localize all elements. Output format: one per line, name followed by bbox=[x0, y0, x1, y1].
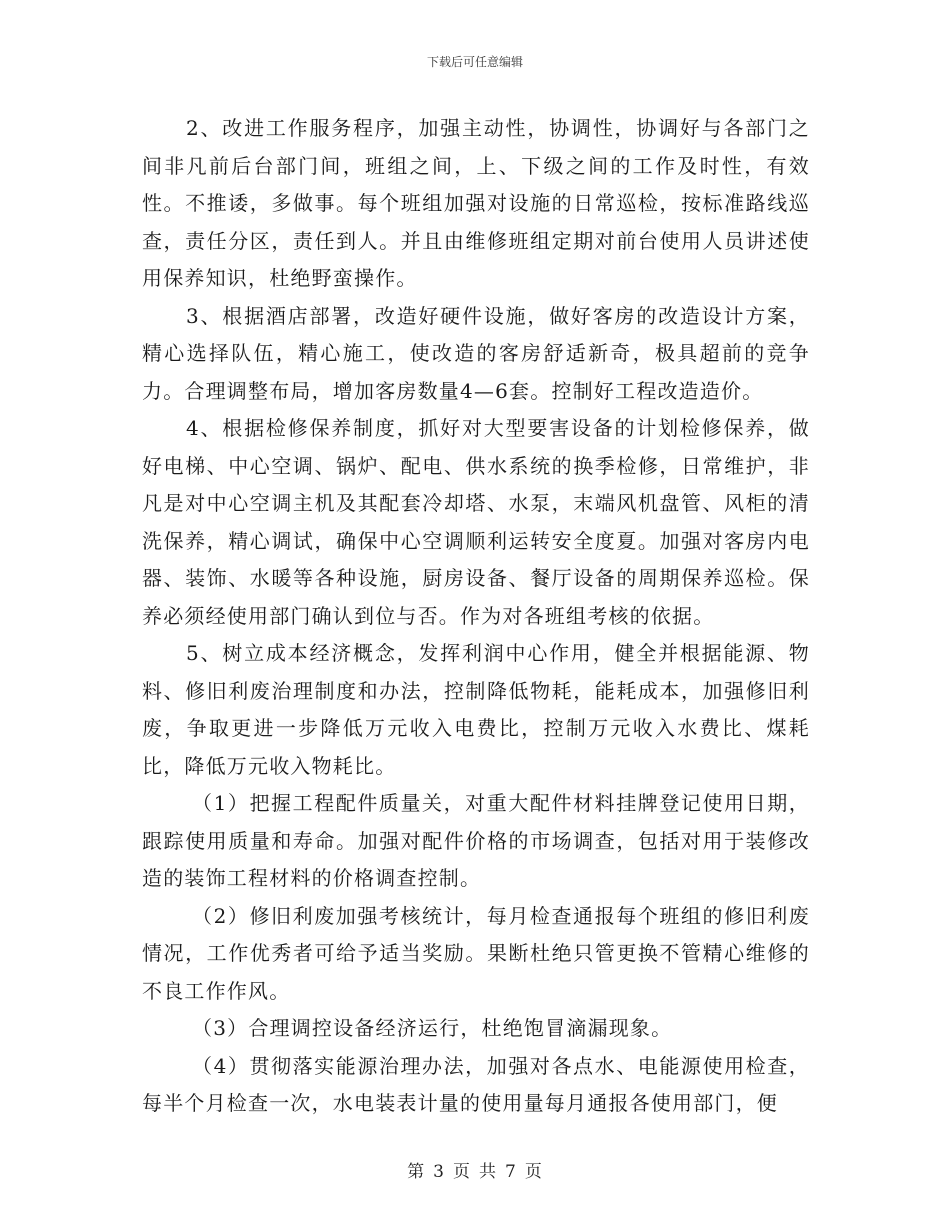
paragraph-subitem-1: （1）把握工程配件质量关，对重大配件材料挂牌登记使用日期，跟踪使用质量和寿命。加强对配件价格的市场调查，包括对用于装修改造的装饰工程材料的价格调查控制。 bbox=[142, 791, 810, 890]
paragraph-item-2: 2、改进工作服务程序，加强主动性，协调性，协调好与各部门之间非凡前后台部门间，班组之间，上、下级之间的工作及时性，有效性。不推诿，多做事。每个班组加强对设施的日常巡检，按标准路线巡查，责任分区，责任到人。并且由维修班组定期对前台使用人员讲述使用保养知识，杜绝野蛮操作。 bbox=[142, 116, 810, 290]
paragraph-item-5: 5、树立成本经济概念，发挥利润中心作用，健全并根据能源、物料、修旧利废治理制度和办法，控制降低物耗，能耗成本，加强修旧利废，争取更进一步降低万元收入电费比，控制万元收入水费比、煤耗比，降低万元收入物耗比。 bbox=[142, 641, 810, 778]
footer-total-pages: 7 bbox=[505, 1162, 517, 1182]
footer-total-word: 共 bbox=[479, 1162, 497, 1182]
footer-page-word: 页 bbox=[453, 1162, 471, 1182]
footer-suffix: 页 bbox=[524, 1162, 543, 1182]
paragraph-subitem-4: （4）贯彻落实能源治理办法，加强对各点水、电能源使用检查，每半个月检查一次，水电装表计量的使用量每月通报各使用部门，便 bbox=[142, 1053, 810, 1115]
paragraph-subitem-3: （3）合理调控设备经济运行，杜绝饱冒滴漏现象。 bbox=[192, 1016, 673, 1040]
paragraph-item-3: 3、根据酒店部署，改造好硬件设施，做好客房的改造设计方案，精心选择队伍，精心施工，使改造的客房舒适新奇，极具超前的竞争力。合理调整布局，增加客房数量4—6套。控制好工程改造造价。 bbox=[142, 303, 810, 403]
paragraph-item-4: 4、根据检修保养制度，抓好对大型要害设备的计划检修保养，做好电梯、中心空调、锅炉、配电、供水系统的换季检修，日常维护，非凡是对中心空调主机及其配套冷却塔、水泵，末端风机盘管、风柜的清洗保养，精心调试，确保中心空调顺利运转安全度夏。加强对客房内电器、装饰、水暖等各种设施，厨房设备、餐厅设备的周期保养巡检。保养必须经使用部门确认到位与否。作为对各班组考核的依据。 bbox=[142, 416, 810, 628]
page-header: 下载后可任意编辑 bbox=[426, 55, 523, 69]
footer-prefix: 第 bbox=[407, 1162, 426, 1182]
footer-current-page: 3 bbox=[433, 1162, 445, 1182]
paragraph-subitem-2: （2）修旧利废加强考核统计，每月检查通报每个班组的修旧利废情况，工作优秀者可给予适当奖励。果断杜绝只管更换不管精心维修的不良工作作风。 bbox=[142, 903, 810, 1003]
page-footer bbox=[0, 1157, 950, 1182]
document-body bbox=[142, 110, 810, 1123]
